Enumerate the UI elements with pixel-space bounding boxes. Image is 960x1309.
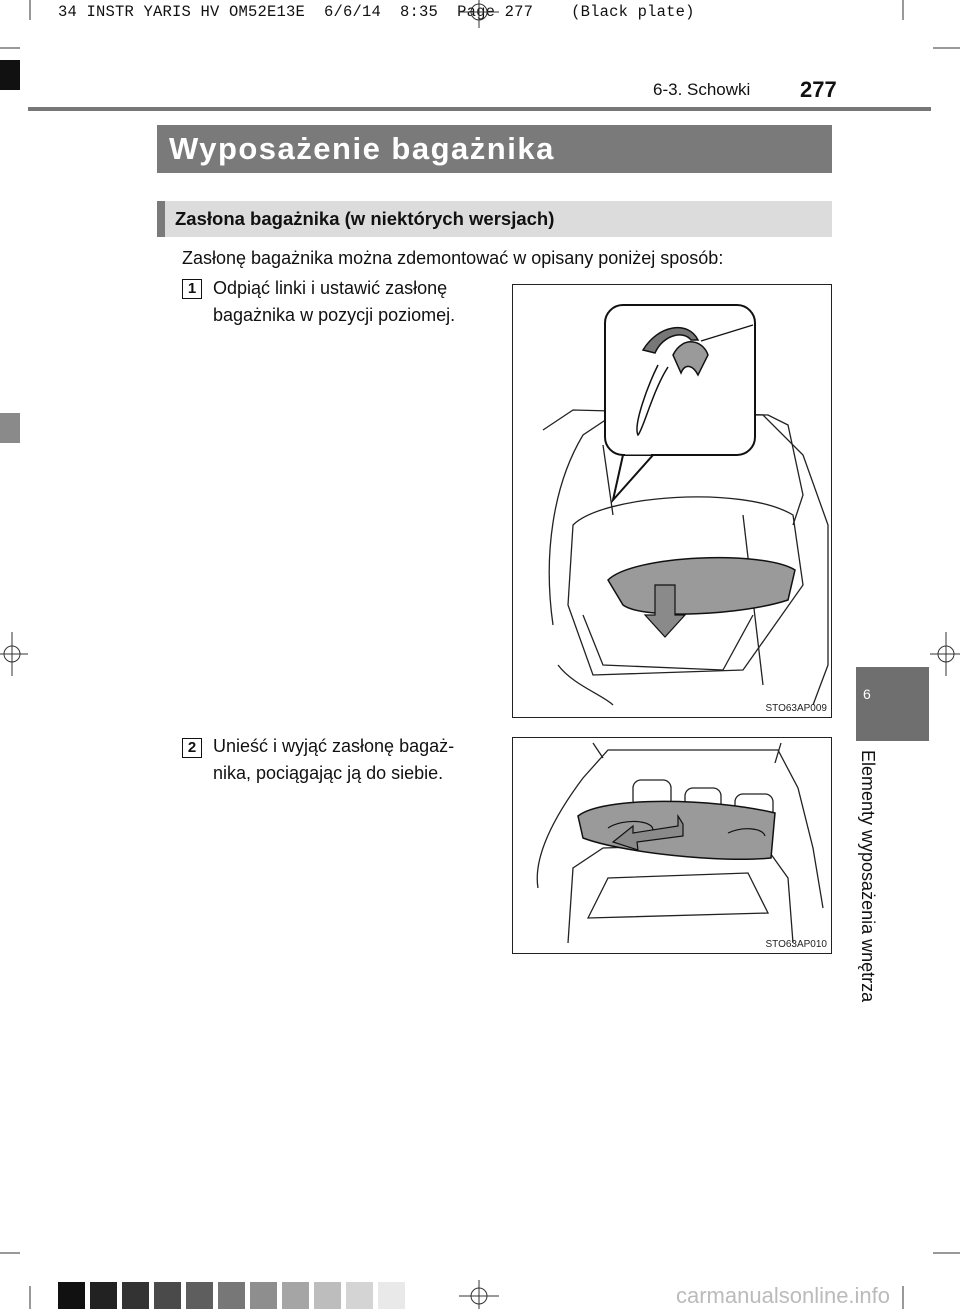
step-text: Unieść i wyjąć zasłonę bagaż- nika, pociągając ją do siebie. bbox=[213, 736, 455, 783]
chapter-number: 6 bbox=[863, 686, 871, 702]
section-label: 6-3. Schowki bbox=[653, 80, 751, 99]
color-swatch bbox=[218, 1282, 245, 1309]
color-swatch bbox=[90, 1282, 117, 1309]
color-swatch bbox=[250, 1282, 277, 1309]
left-edge-marker bbox=[0, 60, 20, 90]
page-number: 277 bbox=[800, 77, 837, 102]
chapter-tab bbox=[856, 667, 929, 741]
chapter-label: Elementy wyposażenia wnętrza bbox=[858, 750, 878, 1003]
color-swatch bbox=[282, 1282, 309, 1309]
trunk-cover-illustration bbox=[513, 738, 831, 953]
color-swatch bbox=[378, 1282, 405, 1309]
subtitle: Zasłona bagażnika (w niektórych wersjach) bbox=[175, 208, 555, 229]
print-slug: 34 INSTR YARIS HV OM52E13E 6/6/14 8:35 Page 277 (Black plate) bbox=[58, 3, 695, 21]
color-swatch bbox=[186, 1282, 213, 1309]
color-swatch bbox=[346, 1282, 373, 1309]
color-swatch bbox=[154, 1282, 181, 1309]
figure-code: STO63AP009 bbox=[765, 703, 827, 714]
watermark: carmanualsonline.info bbox=[676, 1283, 891, 1308]
left-edge-marker-grey bbox=[0, 413, 20, 443]
page-title: Wyposażenie bagażnika bbox=[169, 131, 555, 166]
color-swatch bbox=[314, 1282, 341, 1309]
intro-text: Zasłonę bagażnika można zdemontować w opisany poniżej sposób: bbox=[182, 248, 724, 268]
step-number: 2 bbox=[182, 738, 202, 758]
figure-cover-remove bbox=[512, 737, 832, 954]
step-text: Odpiąć linki i ustawić zasłonę bagażnika w pozycji poziomej. bbox=[213, 278, 456, 325]
figure-code: STO63AP010 bbox=[765, 939, 827, 950]
header-rule bbox=[28, 107, 931, 111]
step-number: 1 bbox=[182, 279, 202, 299]
car-hatch-illustration bbox=[513, 285, 831, 717]
figure-hatch-unhook bbox=[512, 284, 832, 718]
color-swatch bbox=[122, 1282, 149, 1309]
color-swatch bbox=[58, 1282, 85, 1309]
